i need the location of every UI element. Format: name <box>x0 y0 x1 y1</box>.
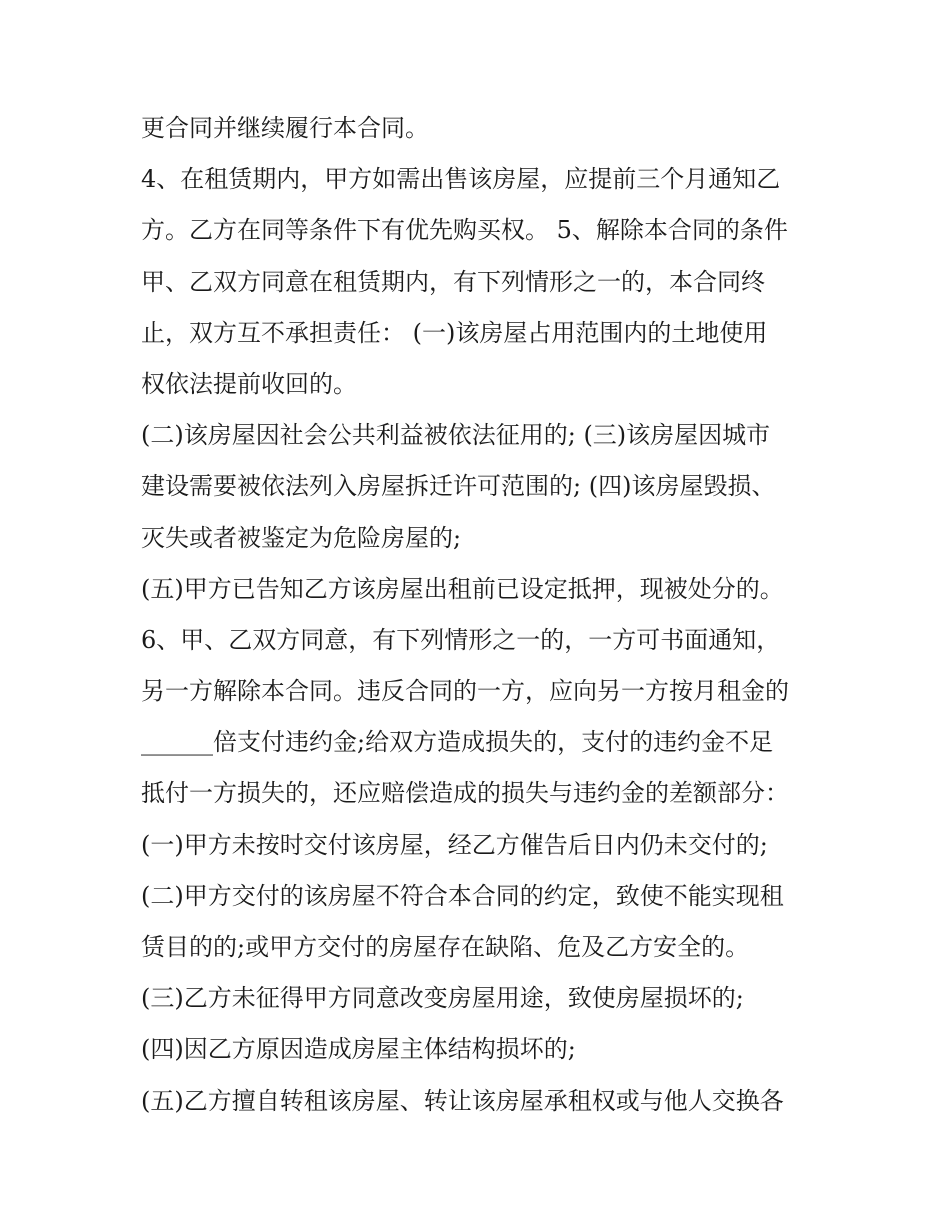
text-line: 4、在租赁期内，甲方如需出售该房屋，应提前三个月通知乙 <box>141 165 781 194</box>
text-line: 方。乙方在同等条件下有优先购买权。 5、解除本合同的条件 <box>141 216 788 245</box>
text-line: (四)因乙方原因造成房屋主体结构损坏的; <box>141 1035 576 1064</box>
text-line: 6、甲、乙双方同意，有下列情形之一的，一方可书面通知， <box>141 625 781 654</box>
text-line: 赁目的的;或甲方交付的房屋存在缺陷、危及乙方安全的。 <box>141 933 750 961</box>
text-line: 建设需要被依法列入房屋拆迁许可范围的; (四)该房屋毁损、 <box>141 472 776 501</box>
text-line: (一)甲方未按时交付该房屋，经乙方催告后日内仍未交付的; <box>141 830 768 859</box>
text-line: (五)乙方擅自转租该房屋、转让该房屋承租权或与他人交换各 <box>141 1086 784 1115</box>
text-line: (二)该房屋因社会公共利益被依法征用的; (三)该房屋因城市 <box>141 421 771 450</box>
text-line: 甲、乙双方同意在租赁期内，有下列情形之一的，本合同终 <box>141 267 765 296</box>
text-line: 灭失或者被鉴定为危险房屋的; <box>141 523 462 552</box>
text-line: 权依法提前收回的。 <box>141 369 357 398</box>
text-line: 另一方解除本合同。违反合同的一方，应向另一方按月租金的 <box>141 677 789 706</box>
text-line: (二)甲方交付的该房屋不符合本合同的约定，致使不能实现租 <box>141 881 784 910</box>
text-line: 抵付一方损失的，还应赔偿造成的损失与违约金的差额部分： <box>141 779 789 808</box>
text-line: ______倍支付违约金;给双方造成损失的，支付的违约金不足 <box>141 728 774 757</box>
contract-text <box>141 103 821 1127</box>
text-line: 更合同并继续履行本合同。 <box>141 114 429 142</box>
text-line: 止，双方互不承担责任： (一)该房屋占用范围内的土地使用 <box>141 318 768 347</box>
text-line: (三)乙方未征得甲方同意改变房屋用途，致使房屋损坏的; <box>141 984 744 1013</box>
text-line: (五)甲方已告知乙方该房屋出租前已设定抵押，现被处分的。 <box>141 574 784 603</box>
